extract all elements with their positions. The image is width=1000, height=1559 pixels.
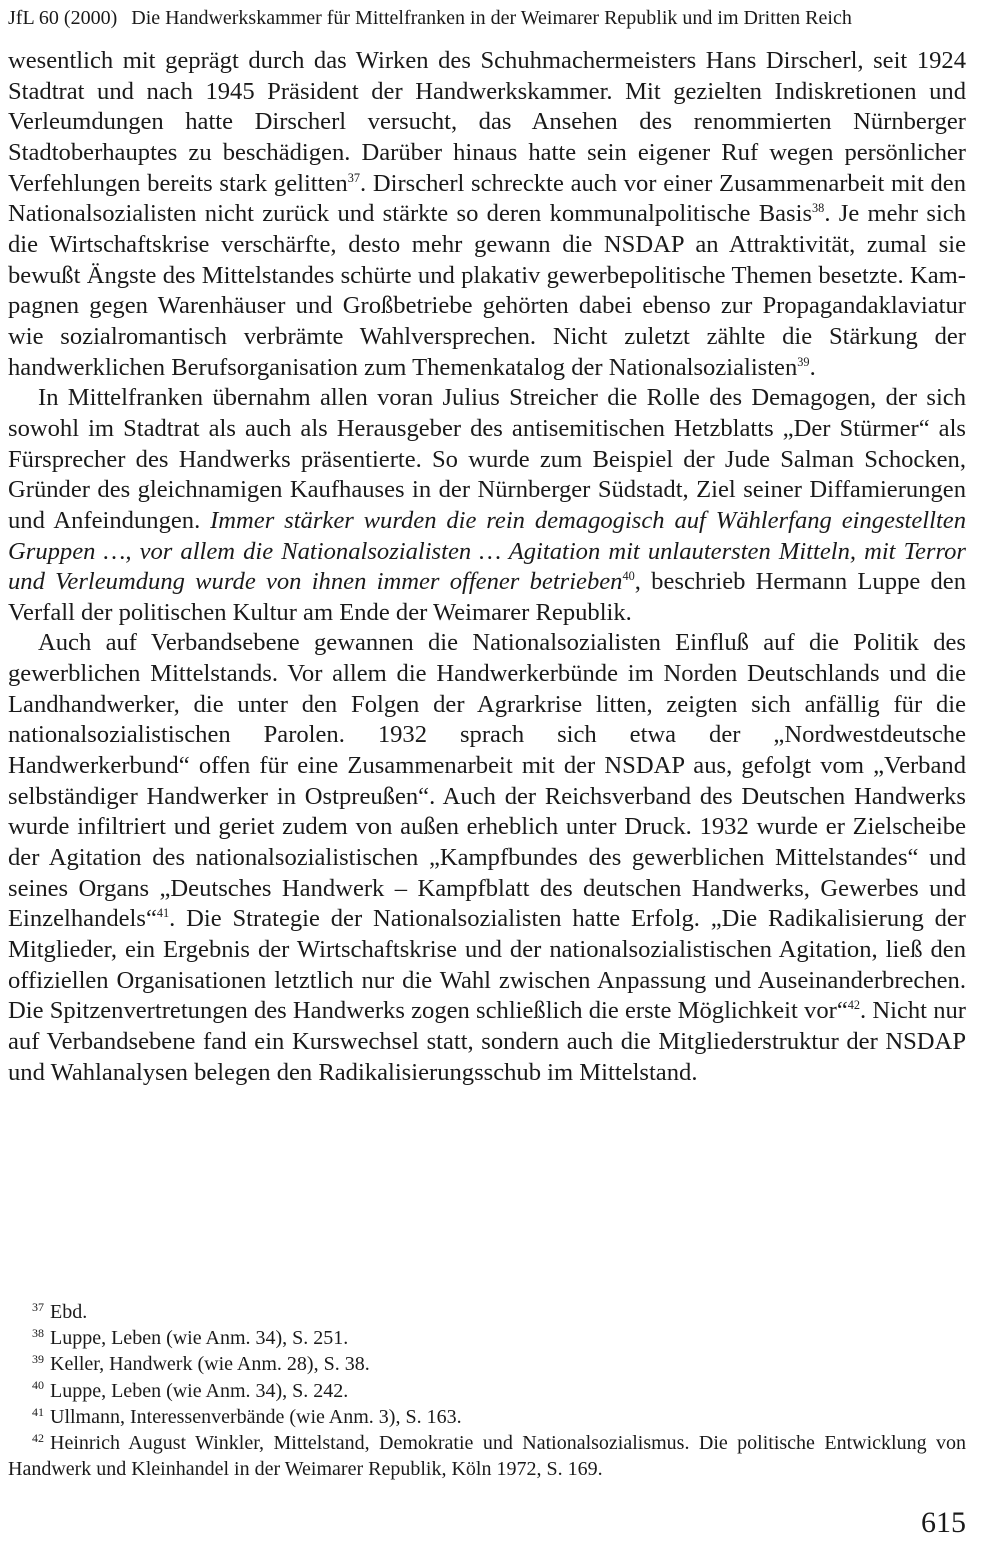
footnote-number: 42 bbox=[32, 1430, 44, 1445]
footnote-number: 37 bbox=[32, 1299, 44, 1314]
page-number: 615 bbox=[921, 1506, 966, 1539]
footnote-42 bbox=[8, 1430, 966, 1482]
text-span: . Dirscherl schreckte auch vor einer Zusammenarbeit mit den Nationalsozialisten nicht zurück und stärkte so deren kommunalpolitische Basis bbox=[8, 169, 967, 228]
text-span: In Mittelfranken übernahm allen voran Julius Streicher die Rolle des Demagogen, der sich sowohl im Stadtrat als auch als Herausgeber des antisemitischen Hetzblatts „Der Stürmer“ als Fürsprecher des Handwerks präsentierte. So wurde zum Beispiel der Jude Salman Schocken, Gründer des gleichnamigen Kaufhauses in der Nürnberger Südstadt, Ziel seiner Diffamierungen und Anfeindungen. bbox=[8, 384, 966, 534]
text-span: . Nicht nur auf Verbandsebene fand ein Kurswechsel statt, sondern auch die Mitgliederstruktur der NSDAP und Wahlanalysen belegen den Radikalisierungsschub im Mittelstand. bbox=[8, 997, 966, 1086]
footnote-40 bbox=[8, 1378, 966, 1404]
footnote-37 bbox=[8, 1299, 966, 1325]
journal-reference: JfL 60 (2000) bbox=[8, 7, 118, 29]
text-span: . bbox=[809, 353, 816, 381]
footnote-ref-42[interactable]: 42 bbox=[847, 998, 861, 1013]
text-span: . Je mehr sich die Wirtschaftskrise verschärfte, desto mehr gewann die NSDAP an Attraktivität, zumal sie bewußt Ängste des Mittelstandes schürte und plakativ gewerbepolitische Themen besetzte. Kampagnen gegen Warenhäuser und Großbetriebe gehörten dabei ebenso zur Propagandaklaviatur wie sozialromantisch verbrämte Wahlversprechen. Nicht zuletzt zählte die Stärkung der handwerklichen Berufsorganisation zum Themenkatalog der Nationalsozialisten bbox=[8, 200, 966, 381]
text-span: . Die Strategie der Nationalsozialisten hatte Erfolg. „Die Radikalisierung der Mitglieder, ein Ergebnis der Wirtschaftskrise und der nationalsozialistischen Agitation, ließ den offiziellen Organisationen letztlich nur die Wahl zwischen Anpassung und Auseinanderbrechen. Die Spitzenvertretungen des Handwerks zogen schließlich die erste Möglichkeit vor“ bbox=[8, 905, 966, 1025]
main-text bbox=[8, 46, 966, 1088]
footnote-ref-38[interactable]: 38 bbox=[812, 201, 825, 216]
running-title: Die Handwerkskammer für Mittelfranken in der Weimarer Republik und im Dritten Reich bbox=[131, 7, 852, 29]
paragraph-3 bbox=[8, 628, 966, 1088]
paragraph-2 bbox=[8, 383, 966, 628]
paragraph-1 bbox=[8, 46, 966, 383]
footnote-ref-39[interactable]: 39 bbox=[797, 354, 810, 369]
footnote-number: 40 bbox=[32, 1378, 44, 1393]
footnotes bbox=[8, 1299, 966, 1482]
footnote-ref-37[interactable]: 37 bbox=[347, 170, 360, 185]
footnote-text: Ullmann, Interessenverbände (wie Anm. 3), S. 163. bbox=[50, 1405, 462, 1428]
text-span: wesentlich mit geprägt durch das Wirken des Schuhmachermeisters Hans Dirscherl, seit 1924 Stadtrat und nach 1945 Präsident der Handwerkskammer. Mit gezielten Indiskretionen und Verleumdungen hatte Dirscherl versucht, das Ansehen des renommierten Nürnberger Stadtoberhauptes zu beschädigen. Darüber hinaus hatte sein eigener Ruf wegen persönlicher Verfehlungen bereits stark gelitten bbox=[8, 47, 966, 197]
text-span: Auch auf Verbandsebene gewannen die Nationalsozialisten Einfluß auf die Politik des gewerblichen Mittelstands. Vor allem die Handwerkerbünde im Norden Deutschlands und die Landhandwerker, die unter den Folgen der Agrarkrise litten, zeigten sich anfällig für die nationalsozialistischen Parolen. 1932 sprach sich etwa der „Nordwestdeutsche Handwerkerbund“ offen für eine Zusammenarbeit mit der NSDAP aus, gefolgt vom „Verband selbständiger Handwerker in Ostpreußen“. Auch der Reichsverband des Deutschen Handwerks wurde infiltriert und geriet zudem von außen erheblich unter Druck. 1932 wurde er Zielscheibe der Agitation des nationalsozialistischen „Kampfbundes des gewerblichen Mittelstandes“ und seines Organs „Deutsches Handwerk – Kampfblatt des deutschen Handwerks, Gewerbes und Einzelhandels“ bbox=[8, 629, 966, 933]
footnote-text: Heinrich August Winkler, Mittelstand, Demokratie und Nationalsozialismus. Die politische Entwicklung von Handwerk und Kleinhandel in der Weimarer Republik, Köln 1972, S. 169. bbox=[8, 1432, 966, 1481]
footnote-text: Ebd. bbox=[50, 1301, 88, 1323]
footnote-text: Luppe, Leben (wie Anm. 34), S. 251. bbox=[50, 1327, 349, 1350]
footnote-ref-41[interactable]: 41 bbox=[156, 906, 170, 921]
footnote-number: 41 bbox=[32, 1404, 44, 1419]
footnote-38 bbox=[8, 1325, 966, 1351]
footnote-text: Keller, Handwerk (wie Anm. 28), S. 38. bbox=[50, 1353, 370, 1376]
luppe-quote: Immer stärker wurden die rein demagogisch auf Wählerfang eingestellten Gruppen …, vor allem die Nationalsozialisten … Agitation mit unlautersten Mitteln, mit Terror und Verleumdung wurde von ihnen immer offener betrieben bbox=[8, 506, 966, 596]
footnote-text: Luppe, Leben (wie Anm. 34), S. 242. bbox=[50, 1379, 349, 1402]
footnote-number: 39 bbox=[32, 1352, 44, 1367]
footnote-number: 38 bbox=[32, 1326, 44, 1341]
footnote-39 bbox=[8, 1351, 966, 1377]
footnote-ref-40[interactable]: 40 bbox=[622, 568, 635, 583]
text-span: , beschrieb Hermann Luppe den Verfall der politischen Kultur am Ende der Weimarer Republik. bbox=[8, 568, 966, 626]
footnote-41 bbox=[8, 1404, 966, 1430]
running-header bbox=[8, 4, 968, 32]
